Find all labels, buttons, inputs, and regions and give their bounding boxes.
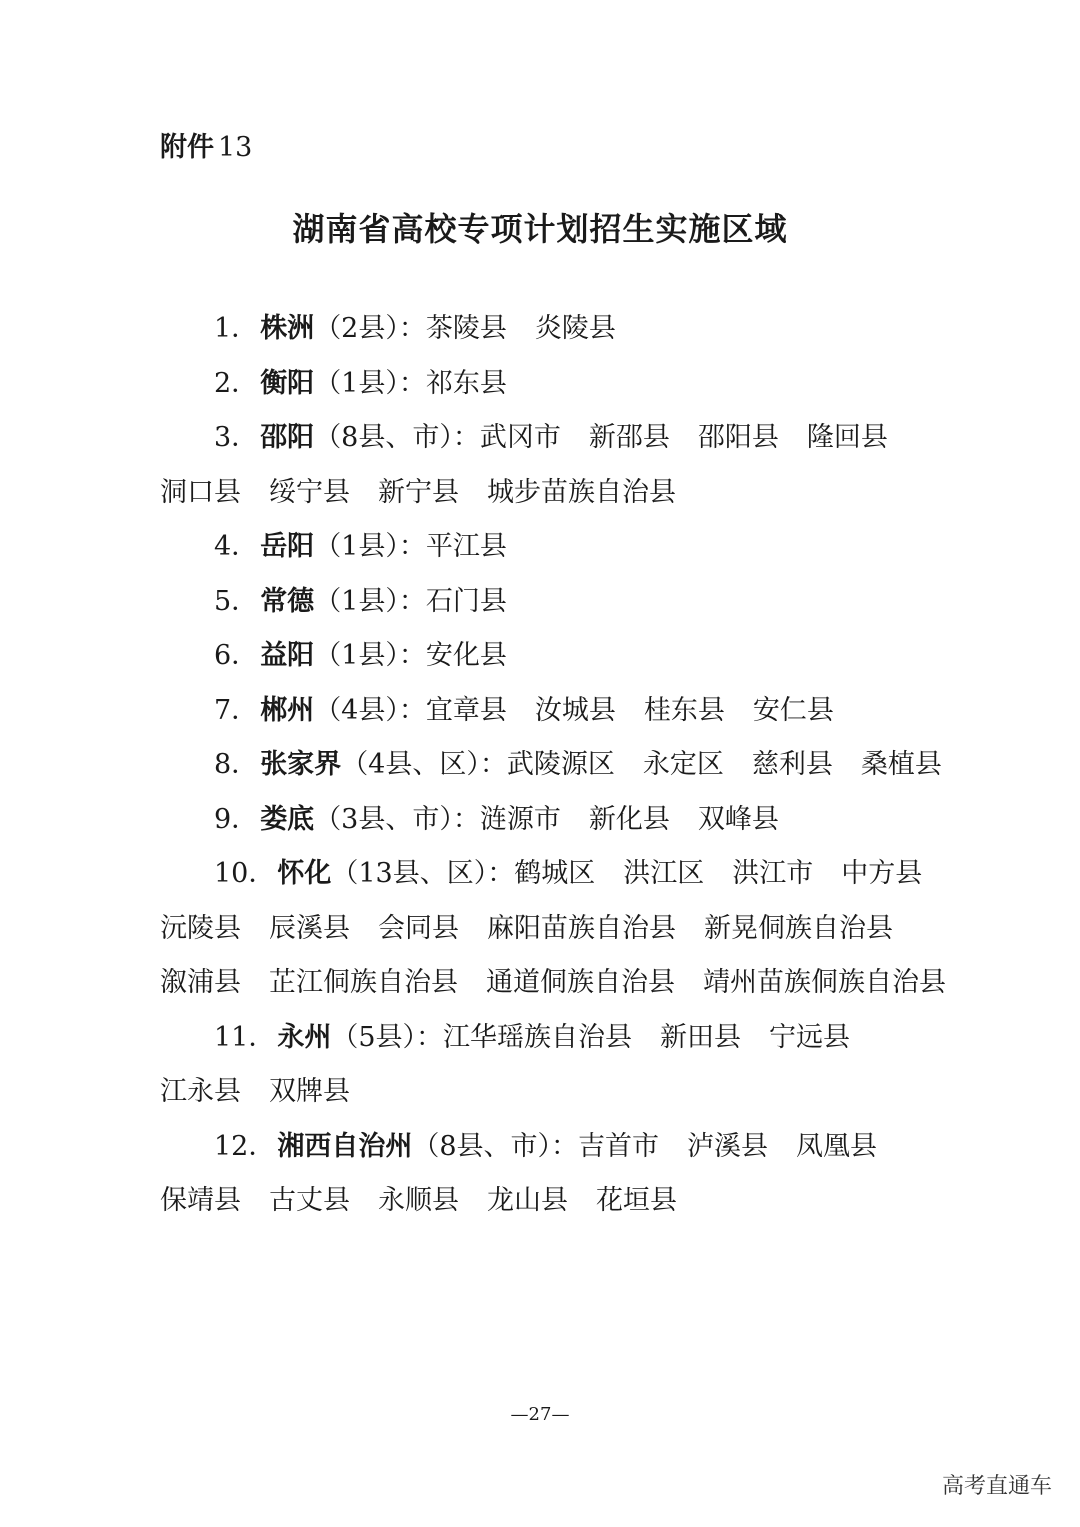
county-name: 保靖县: [160, 1185, 241, 1216]
county-name: 武冈市: [479, 422, 561, 453]
region-entry: [160, 847, 930, 902]
county-count: （8县、市）：: [412, 1130, 579, 1162]
county-name: 花垣县: [596, 1185, 677, 1216]
region-entry: [160, 520, 930, 575]
region-entry: [160, 793, 930, 848]
entry-index: 1．: [214, 313, 259, 344]
county-name: 宁远县: [769, 1021, 851, 1053]
city-name: 益阳: [260, 640, 315, 671]
entry-index: 5．: [214, 585, 259, 617]
entry-index: 12．: [214, 1130, 276, 1162]
county-count: （3县、市）：: [314, 803, 480, 835]
county-name: 邵阳县: [697, 422, 779, 453]
county-name: 新宁县: [378, 476, 459, 508]
county-name: 永顺县: [378, 1185, 459, 1216]
county-name: 新化县: [588, 803, 670, 835]
county-name: 新田县: [660, 1021, 742, 1053]
county-name: 江华瑶族自治县: [443, 1021, 633, 1053]
county-name: 芷江侗族自治县: [269, 967, 458, 998]
county-name: 安化县: [425, 640, 507, 671]
county-name: 凤凰县: [796, 1130, 878, 1162]
county-count: （4县、区）：: [341, 749, 507, 780]
city-name: 株洲: [260, 313, 315, 344]
county-name: 双牌县: [269, 1076, 350, 1107]
entry-index: 3．: [214, 422, 259, 453]
county-name: 沅陵县: [160, 912, 241, 944]
county-name: 洪江区: [623, 858, 705, 889]
attachment-label: [160, 128, 252, 168]
county-name: 安仁县: [752, 694, 834, 726]
county-count: （8县、市）：: [314, 422, 480, 453]
county-name: 江永县: [160, 1076, 241, 1107]
region-entry: [160, 1011, 930, 1066]
region-entry: [160, 357, 930, 412]
county-count: （5县）：: [331, 1021, 444, 1053]
entry-index: 6．: [214, 640, 259, 671]
county-name: 中方县: [841, 858, 923, 889]
county-name: 茶陵县: [425, 313, 507, 344]
region-entry: [160, 738, 942, 793]
county-name: 新邵县: [588, 422, 670, 453]
region-entry-continuation: [160, 1065, 930, 1120]
region-entry: [160, 411, 930, 466]
city-name: 邵阳: [260, 422, 315, 453]
county-count: （4县）：: [314, 694, 426, 726]
county-name: 炎陵县: [534, 313, 616, 344]
county-count: （1县）：: [314, 531, 426, 562]
region-entry-continuation: [160, 902, 930, 957]
county-name: 桂东县: [643, 694, 725, 726]
city-name: 衡阳: [260, 367, 315, 399]
county-name: 新晃侗族自治县: [704, 912, 893, 944]
county-count: （1县）：: [314, 367, 426, 399]
county-name: 慈利县: [751, 749, 833, 780]
region-list: [160, 302, 946, 1229]
county-name: 古丈县: [269, 1185, 350, 1216]
county-name: 涟源市: [479, 803, 561, 835]
county-name: 宜章县: [425, 694, 507, 726]
region-entry-continuation: [160, 466, 930, 521]
county-name: 溆浦县: [160, 967, 241, 998]
document-title: 湖南省高校专项计划招生实施区域: [292, 210, 788, 248]
attachment-text: 附件: [160, 132, 214, 163]
county-name: 龙山县: [487, 1185, 568, 1216]
county-name: 泸溪县: [687, 1130, 769, 1162]
county-name: 会同县: [378, 912, 459, 944]
region-entry: [160, 1120, 930, 1175]
city-name: 常德: [260, 585, 315, 617]
region-entry: [160, 629, 930, 684]
county-name: 洪江市: [732, 858, 814, 889]
county-name: 隆回县: [806, 422, 888, 453]
county-name: 石门县: [425, 585, 507, 617]
city-name: 永州: [277, 1021, 332, 1053]
county-name: 汝城县: [534, 694, 616, 726]
region-entry: [160, 302, 930, 357]
entry-index: 9．: [214, 803, 259, 835]
county-name: 鹤城区: [514, 858, 596, 889]
county-name: 双峰县: [697, 803, 779, 835]
county-name: 洞口县: [160, 476, 241, 508]
county-name: 祁东县: [425, 367, 507, 399]
city-name: 岳阳: [260, 531, 315, 562]
county-name: 通道侗族自治县: [486, 967, 675, 998]
county-name: 永定区: [642, 749, 724, 780]
county-name: 辰溪县: [269, 912, 350, 944]
city-name: 郴州: [260, 694, 315, 726]
entry-index: 10．: [214, 858, 276, 889]
county-count: （2县）：: [314, 313, 426, 344]
entry-index: 2．: [214, 367, 259, 399]
region-entry: [160, 684, 930, 739]
entry-index: 4．: [214, 531, 259, 562]
county-name: 绥宁县: [269, 476, 350, 508]
entry-index: 8．: [214, 749, 259, 780]
county-name: 麻阳苗族自治县: [487, 912, 676, 944]
entry-index: 11．: [214, 1021, 276, 1053]
page-number: —27—: [510, 1404, 570, 1425]
county-count: （1县）：: [314, 640, 426, 671]
region-entry-continuation: [160, 1174, 930, 1229]
county-name: 平江县: [425, 531, 507, 562]
entry-index: 7．: [214, 694, 259, 726]
city-name: 娄底: [260, 803, 315, 835]
county-name: 靖州苗族侗族自治县: [703, 967, 946, 998]
county-name: 吉首市: [578, 1130, 660, 1162]
attachment-number: 13: [218, 132, 253, 163]
county-count: （1县）：: [314, 585, 426, 617]
region-entry: [160, 575, 930, 630]
county-name: 城步苗族自治县: [487, 476, 676, 508]
county-name: 桑植县: [860, 749, 942, 780]
watermark-text: 高考直通车: [941, 1474, 1052, 1499]
city-name: 怀化: [277, 858, 332, 889]
county-count: （13县、区）：: [331, 858, 515, 889]
county-name: 武陵源区: [506, 749, 615, 780]
city-name: 张家界: [260, 749, 342, 780]
region-entry-continuation: [160, 956, 946, 1011]
city-name: 湘西自治州: [277, 1130, 413, 1162]
